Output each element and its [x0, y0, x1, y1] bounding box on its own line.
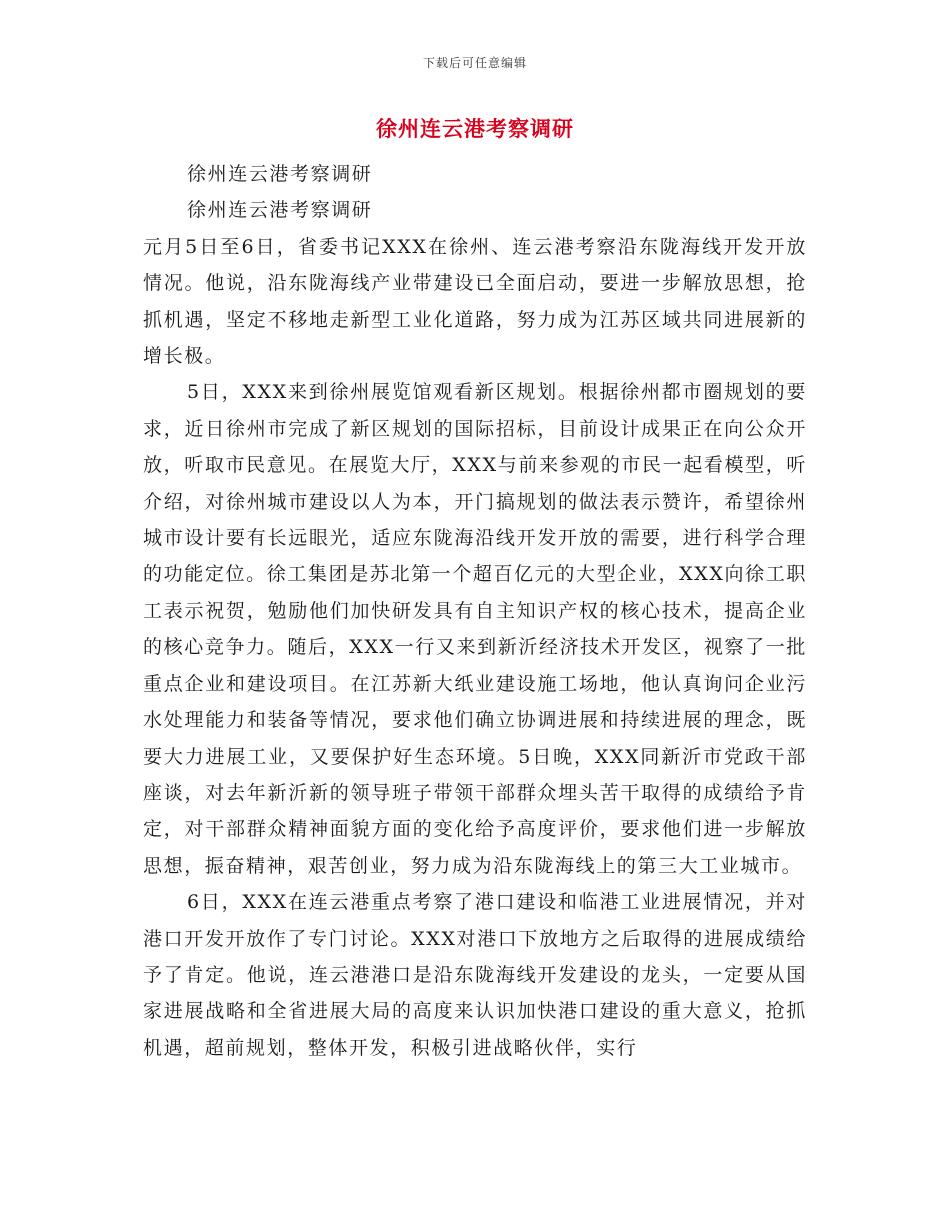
document-title: 徐州连云港考察调研: [376, 116, 574, 141]
paragraph: 6日，XXX在连云港重点考察了港口建设和临港工业进展情况，并对港口开发开放作了专门讨论。XXX对港口下放地方之后取得的进展成绩给予了肯定。他说，连云港港口是沿东陇海线开发建设的龙头，一定要从国家进展战略和全省进展大局的高度来认识加快港口建设的重大意义，抢抓机遇，超前规划，整体开发，积极引进战略伙伴，实行: [143, 891, 807, 1059]
paragraph: 5日，XXX来到徐州展览馆观看新区规划。根据徐州都市圈规划的要求，近日徐州市完成了新区规划的国际招标，目前设计成果正在向公众开放，听取市民意见。在展览大厅，XXX与前来参观的市民一起看模型，听介绍，对徐州城市建设以人为本，开门搞规划的做法表示赞许，希望徐州城市设计要有长远眼光，适应东陇海沿线开发开放的需要，进行科学合理的功能定位。徐工集团是苏北第一个超百亿元的大型企业，XXX向徐工职工表示祝贺，勉励他们加快研发具有自主知识产权的核心技术，提高企业的核心竞争力。随后，XXX一行又来到新沂经济技术开发区，视察了一批重点企业和建设项目。在江苏新大纸业建设施工场地，他认真询问企业污水处理能力和装备等情况，要求他们确立协调进展和持续进展的理念，既要大力进展工业，又要保护好生态环境。5日晚，XXX同新沂市党政干部座谈，对去年新沂新的领导班子带领干部群众埋头苦干取得的成绩给予肯定，对干部群众精神面貌方面的变化给予高度评价，要求他们进一步解放思想，振奋精神，艰苦创业，努力成为沿东陇海线上的第三大工业城市。: [143, 381, 807, 877]
header-note: 下载后可任意编辑: [422, 56, 527, 70]
document-body: [143, 156, 807, 1066]
subtitle-line: 徐州连云港考察调研: [187, 199, 373, 222]
subtitle-line: 徐州连云港考察调研: [187, 163, 373, 185]
paragraph: 元月5日至6日，省委书记XXX在徐州、连云港考察沿东陇海线开发开放情况。他说，沿东陇海线产业带建设已全面启动，要进一步解放思想，抢抓机遇，坚定不移地走新型工业化道路，努力成为江苏区域共同进展新的增长极。: [143, 235, 807, 368]
